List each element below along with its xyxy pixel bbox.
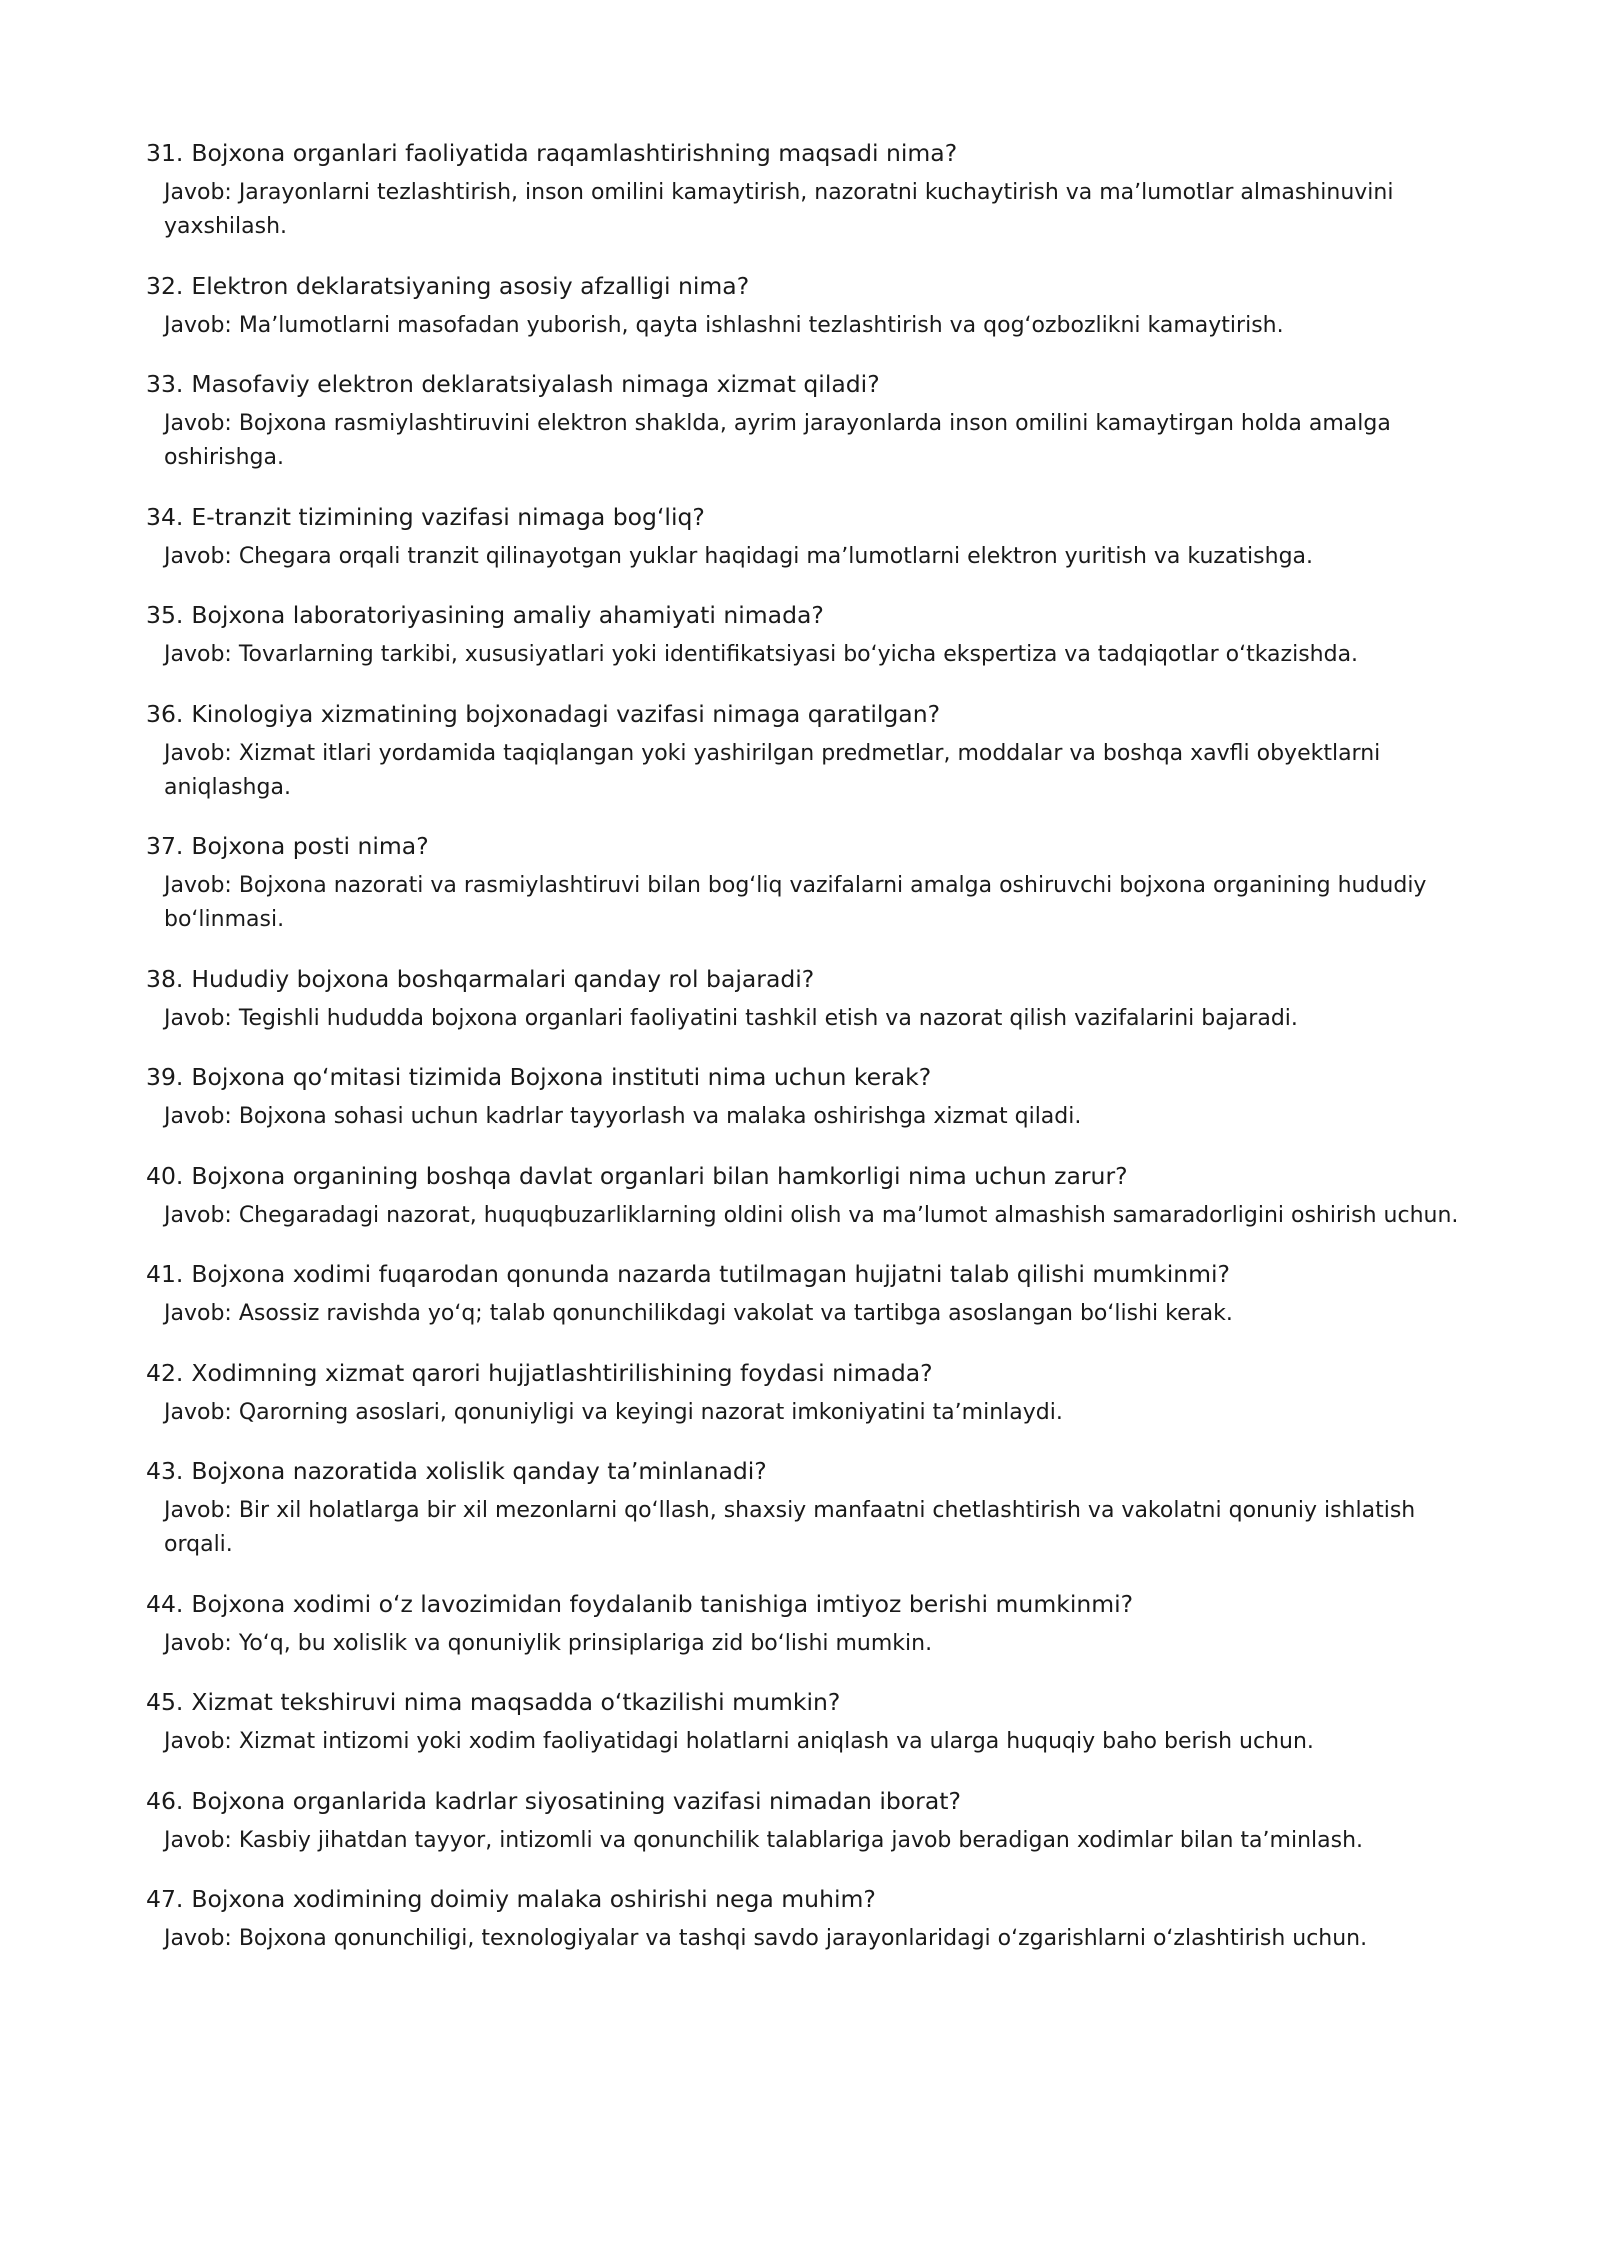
question-number: 31. [146, 139, 184, 167]
answer-text: Javob: Bojxona qonunchiligi, texnologiyalar va tashqi savdo jarayonlaridagi oʻzgarishlarni oʻzlashtirish uchun. [164, 1926, 1368, 1951]
question-text: Bojxona organlarida kadrlar siyosatining vazifasi nimadan iborat? [191, 1786, 961, 1815]
question-text: Bojxona nazoratida xolislik qanday taʼminlanadi? [191, 1457, 767, 1485]
qa-item [146, 598, 1476, 672]
answer-text: Javob: Tovarlarning tarkibi, xususiyatlari yoki identifikatsiyasi boʻyicha ekspertiza va tadqiqotlar oʻtkazishda. [164, 642, 1359, 667]
qa-item [146, 1587, 1476, 1661]
qa-item [146, 367, 1476, 475]
qa-item [146, 269, 1476, 343]
qa-item [146, 1882, 1476, 1956]
question-number: 39. [146, 1063, 184, 1091]
qa-item [146, 500, 1476, 574]
answer-text: Javob: Chegaradagi nazorat, huquqbuzarliklarning oldini olish va maʼlumot almashish samaradorligini oshirish uchun. [164, 1202, 1459, 1228]
question-text: Kinologiya xizmatining bojxonadagi vazifasi nimaga qaratilgan? [191, 699, 941, 728]
qa-item [146, 1356, 1476, 1430]
answer-text: Javob: Bir xil holatlarga bir xil mezonlarni qoʻllash, shaxsiy manfaatni chetlashtirish va vakolatni qonuniy ishlatish orqali. [164, 1498, 1416, 1557]
question [146, 367, 1476, 401]
question [146, 697, 1476, 731]
question [146, 1587, 1476, 1621]
question-text: Bojxona laboratoriyasining amaliy ahamiyati nimada? [191, 601, 824, 629]
question-text: Bojxona organining boshqa davlat organlari bilan hamkorligi nima uchun zarur? [191, 1161, 1128, 1190]
question [146, 1685, 1476, 1719]
question-number: 36. [146, 699, 184, 728]
question-number: 46. [146, 1786, 184, 1815]
answer-text: Javob: Bojxona nazorati va rasmiylashtiruvi bilan bogʻliq vazifalarni amalga oshiruvchi bojxona organining hududiy boʻlinmasi. [164, 873, 1427, 932]
qa-item [146, 1159, 1476, 1233]
answer-text: Javob: Xizmat intizomi yoki xodim faoliyatidagi holatlarni aniqlash va ularga huquqiy baho berish uchun. [164, 1729, 1314, 1754]
qa-item [146, 1685, 1476, 1759]
question [146, 136, 1476, 170]
question-number: 37. [146, 832, 184, 860]
qa-item [146, 1454, 1476, 1562]
question-number: 44. [146, 1589, 184, 1618]
question [146, 1882, 1476, 1916]
question-text: Bojxona xodimi fuqarodan qonunda nazarda tutilmagan hujjatni talab qilishi mumkinmi? [191, 1260, 1231, 1288]
question-number: 35. [146, 601, 184, 629]
question-number: 41. [146, 1260, 184, 1288]
answer-text: Javob: Asossiz ravishda yoʻq; talab qonunchilikdagi vakolat va tartibga asoslangan boʻlishi kerak. [164, 1301, 1233, 1326]
answer-text: Javob: Bojxona sohasi uchun kadrlar tayyorlash va malaka oshirishga xizmat qiladi. [164, 1104, 1082, 1129]
answer-text: Javob: Xizmat itlari yordamida taqiqlangan yoki yashirilgan predmetlar, moddalar va boshqa xavfli obyektlarni aniqlashga. [164, 740, 1381, 800]
qa-item [146, 136, 1476, 244]
answer-text: Javob: Tegishli hududda bojxona organlari faoliyatini tashkil etish va nazorat qilish vazifalarini bajaradi. [164, 1005, 1298, 1031]
qa-item [146, 1784, 1476, 1858]
question [146, 1454, 1476, 1488]
question-number: 42. [146, 1358, 184, 1387]
question [146, 1356, 1476, 1390]
answer-text: Javob: Kasbiy jihatdan tayyor, intizomli va qonunchilik talablariga javob beradigan xodimlar bilan taʼminlash. [164, 1827, 1363, 1853]
question-text: Elektron deklaratsiyaning asosiy afzalligi nima? [191, 271, 750, 300]
question [146, 962, 1476, 996]
question [146, 829, 1476, 863]
question-text: Bojxona posti nima? [191, 832, 429, 860]
question-number: 34. [146, 502, 184, 531]
question-text: E-tranzit tizimining vazifasi nimaga bogʻliq? [191, 502, 705, 531]
qa-item [146, 829, 1476, 937]
question-number: 40. [146, 1161, 184, 1190]
question [146, 1060, 1476, 1094]
answer-text: Javob: Bojxona rasmiylashtiruvini elektron shaklda, ayrim jarayonlarda inson omilini kamaytirgan holda amalga oshirishga. [164, 411, 1391, 470]
qa-item [146, 1257, 1476, 1331]
answer-text: Javob: Jarayonlarni tezlashtirish, inson omilini kamaytirish, nazoratni kuchaytirish va maʼlumotlar almashinuvini yaxshilash. [164, 180, 1394, 239]
question-text: Bojxona xodimi oʻz lavozimidan foydalanib tanishiga imtiyoz berishi mumkinmi? [191, 1589, 1134, 1618]
question-number: 47. [146, 1885, 184, 1913]
question-number: 43. [146, 1457, 184, 1485]
question-number: 32. [146, 271, 184, 300]
answer-text: Javob: Maʼlumotlarni masofadan yuborish, qayta ishlashni tezlashtirish va qogʻozbozlikni kamaytirish. [164, 312, 1284, 338]
question-number: 38. [146, 964, 184, 993]
answer-text: Javob: Yoʻq, bu xolislik va qonuniylik prinsiplariga zid boʻlishi mumkin. [164, 1630, 933, 1656]
answer-text: Javob: Chegara orqali tranzit qilinayotgan yuklar haqidagi maʼlumotlarni elektron yuritish va kuzatishga. [164, 543, 1314, 569]
question-text: Xodimning xizmat qarori hujjatlashtirilishining foydasi nimada? [191, 1358, 933, 1387]
qa-item [146, 1060, 1476, 1134]
question [146, 1784, 1476, 1818]
question-text: Hududiy bojxona boshqarmalari qanday rol bajaradi? [191, 964, 815, 993]
question-text: Xizmat tekshiruvi nima maqsadda oʻtkazilishi mumkin? [191, 1688, 841, 1716]
qa-list [146, 136, 1476, 1981]
question [146, 1159, 1476, 1193]
question [146, 598, 1476, 632]
question-text: Bojxona qoʻmitasi tizimida Bojxona instituti nima uchun kerak? [191, 1063, 932, 1091]
question [146, 269, 1476, 303]
question-number: 45. [146, 1688, 184, 1716]
answer-text: Javob: Qarorning asoslari, qonuniyligi va keyingi nazorat imkoniyatini taʼminlaydi. [164, 1399, 1063, 1425]
question-number: 33. [146, 370, 184, 398]
question-text: Masofaviy elektron deklaratsiyalash nimaga xizmat qiladi? [191, 370, 880, 398]
question-text: Bojxona xodimining doimiy malaka oshirishi nega muhim? [191, 1885, 876, 1913]
qa-item [146, 962, 1476, 1036]
question [146, 500, 1476, 534]
question [146, 1257, 1476, 1291]
qa-item [146, 697, 1476, 805]
question-text: Bojxona organlari faoliyatida raqamlashtirishning maqsadi nima? [191, 139, 958, 167]
